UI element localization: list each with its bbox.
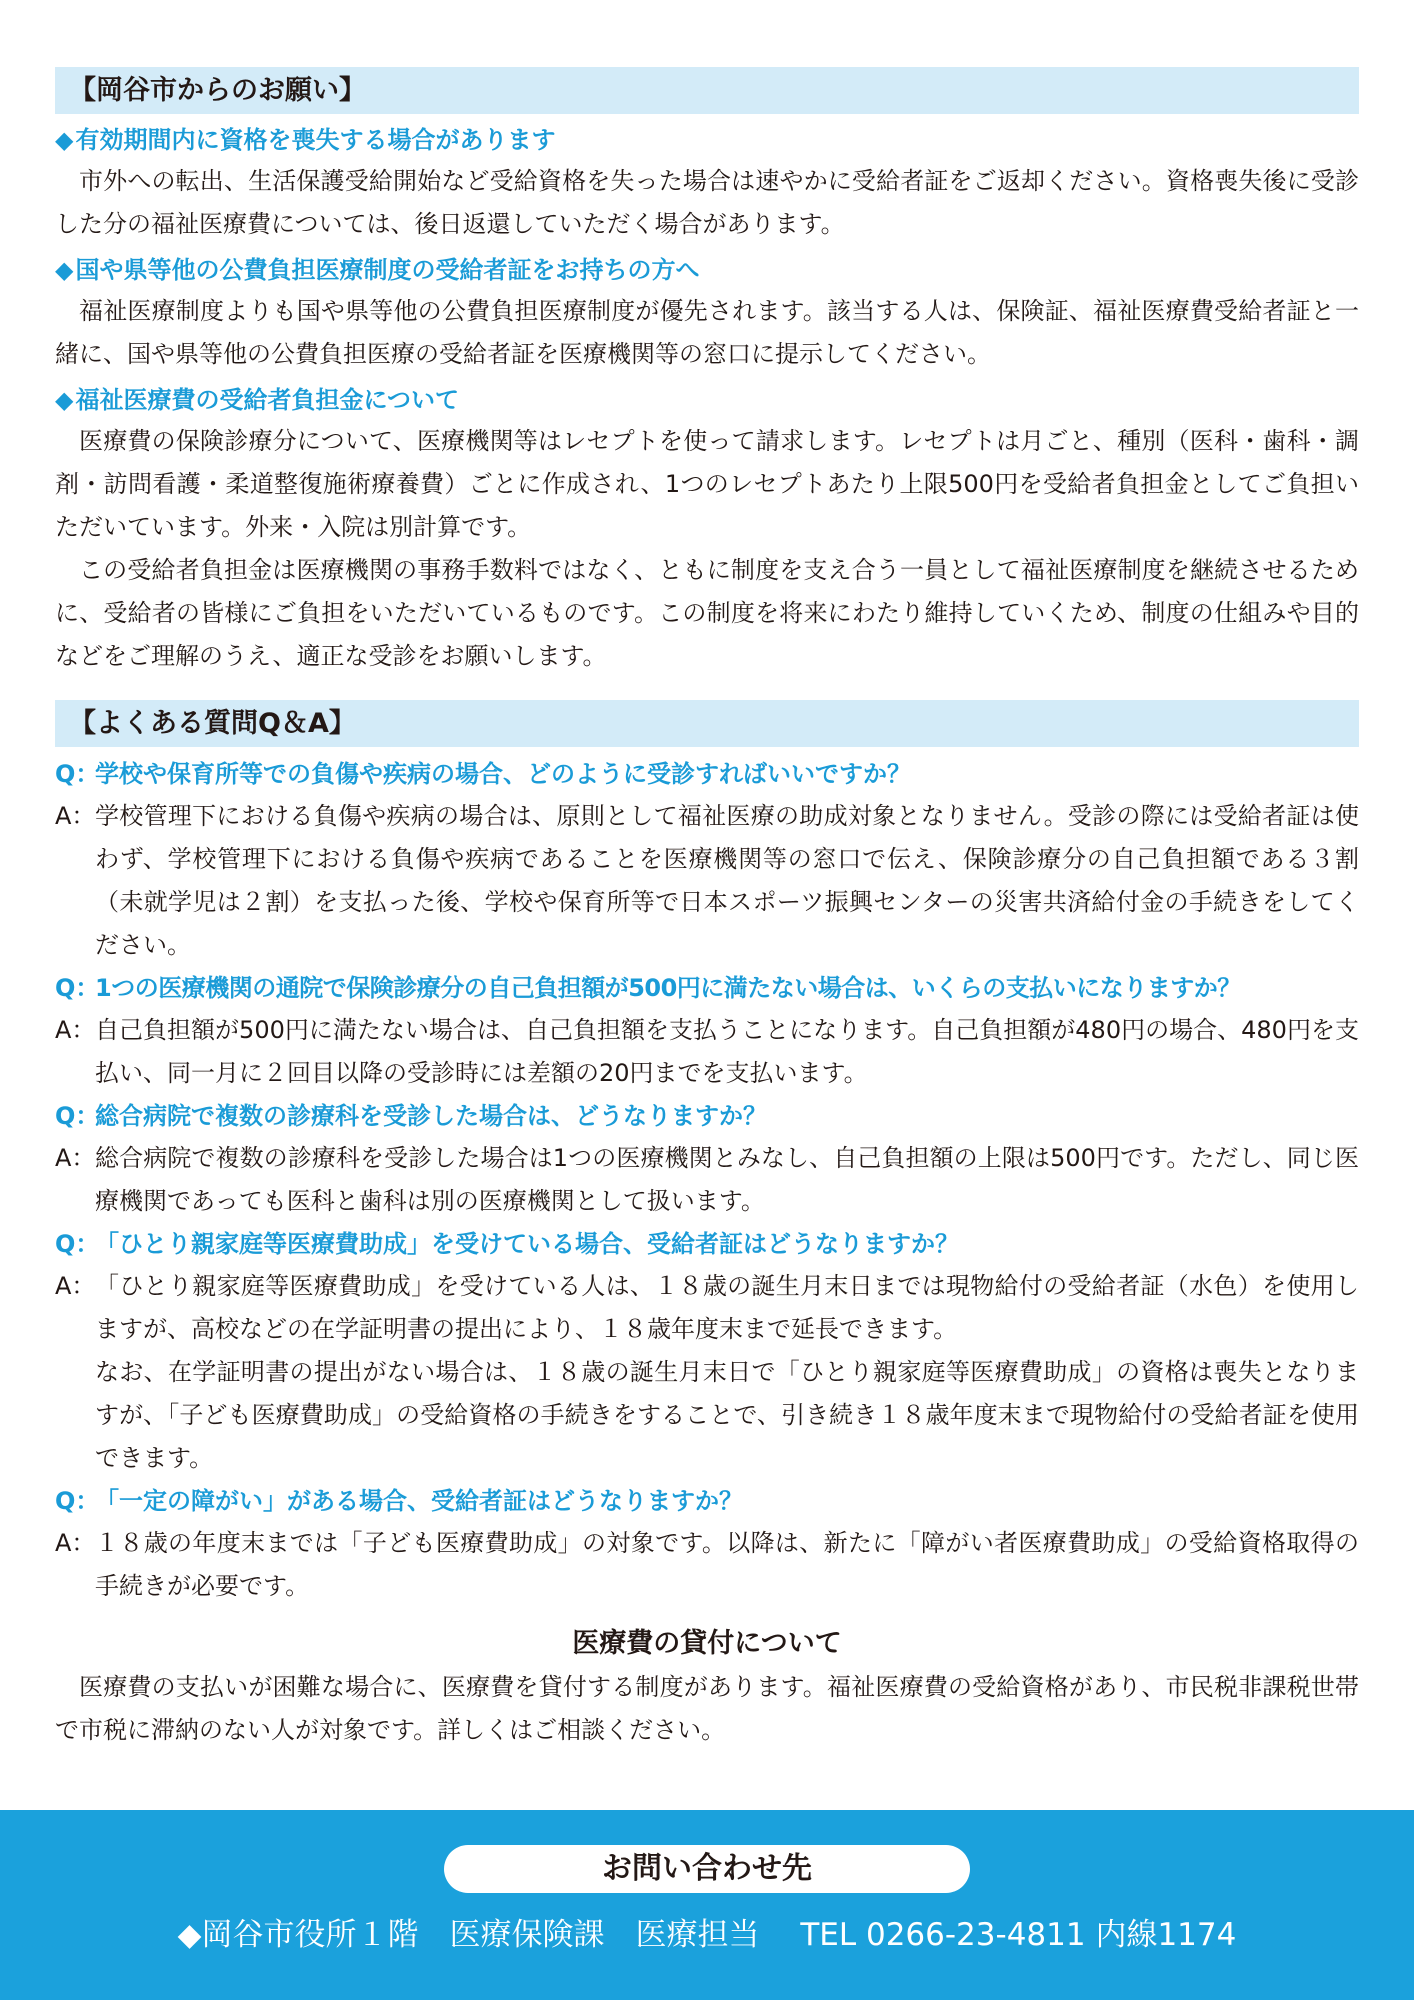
request-section [55, 120, 1359, 678]
contact-title: お問い合わせ先 [444, 1845, 970, 1893]
faq-answer: A： 自己負担額が500円に満たない場合は、自己負担額を支払うことになります。自己負担額が480円の場合、480円を支払い、同一月に２回目以降の受診時には差額の20円までを支払います。 [55, 1016, 1359, 1087]
diamond-icon: ◆ [55, 386, 74, 414]
faq-answer: A： １８歳の年度末までは「子ども医療費助成」の対象です。以降は、新たに「障がい者医療費助成」の受給資格取得の手続きが必要です。 [55, 1529, 1359, 1600]
faq-question: Q： 学校や保育所等での負傷や疾病の場合、どのように受診すればいいですか？ [55, 760, 911, 788]
loan-title: 医療費の貸付について [572, 1628, 842, 1659]
faq-question: Q： 「一定の障がい」がある場合、受給者証はどうなりますか？ [55, 1487, 743, 1515]
contact-info: ◆岡谷市役所１階 医療保険課 医療担当 TEL 0266-23-4811 内線1174 [177, 1917, 1237, 1953]
request-heading-2: ◆国や県等他の公費負担医療制度の受給者証をお持ちの方へ [55, 256, 700, 284]
request-paragraph: 福祉医療制度よりも国や県等他の公費負担医療制度が優先されます。該当する人は、保険証、福祉医療費受給者証と一緒に、国や県等他の公費負担医療の受給者証を医療機関等の窓口に提示してください。 [55, 297, 1359, 368]
faq-section [55, 753, 1359, 1608]
faq-answer: A： 学校管理下における負傷や疾病の場合は、原則として福祉医療の助成対象となりません。受診の際には受給者証は使わず、学校管理下における負傷や疾病であることを医療機関等の窓口で伝え、保険診療分の自己負担額である３割（未就学児は２割）を支払った後、学校や保育所等で日本スポーツ振興センターの災害共済給付金の手続きをしてください。 [55, 802, 1359, 959]
diamond-icon: ◆ [55, 256, 74, 284]
faq-question: Q： 総合病院で複数の診療科を受診した場合は、どうなりますか？ [55, 1102, 767, 1130]
request-section-title: 【岡谷市からのお願い】 [55, 67, 1359, 114]
faq-question: Q： 1つの医療機関の通院で保険診療分の自己負担額が500円に満たない場合は、いくらの支払いになりますか？ [55, 974, 1241, 1002]
faq-answer: A： 「ひとり親家庭等医療費助成」を受けている人は、１８歳の誕生月末日までは現物給付の受給者証（水色）を使用しますが、高校などの在学証明書の提出により、１８歳年度末まで延長できます。 なお、在学証明書の提出がない場合は、１８歳の誕生月末日で「ひとり親家庭等医療費助成」の資格は喪失となりますが、「子ども医療費助成」の受給資格の手続きをすることで、引き続き１８歳年度末まで現物給付の受給者証を使用できます。 [55, 1272, 1359, 1472]
contact-footer [0, 1810, 1414, 2000]
faq-question: Q： 「ひとり親家庭等医療費助成」を受けている場合、受給者証はどうなりますか？ [55, 1230, 959, 1258]
faq-section-title: 【よくある質問Q＆A】 [55, 700, 1359, 747]
request-paragraph: この受給者負担金は医療機関の事務手数料ではなく、ともに制度を支え合う一員として福祉医療制度を継続させるために、受給者の皆様にご負担をいただいているものです。この制度を将来にわたり維持していくため、制度の仕組みや目的などをご理解のうえ、適正な受診をお願いします。 [55, 556, 1359, 670]
request-heading-1: ◆有効期間内に資格を喪失する場合があります [55, 126, 556, 154]
faq-answer: A： 総合病院で複数の診療科を受診した場合は1つの医療機関とみなし、自己負担額の上限は500円です。ただし、同じ医療機関であっても医科と歯科は別の医療機関として扱います。 [55, 1144, 1359, 1215]
main-content [55, 67, 1359, 1752]
request-heading-3: ◆福祉医療費の受給者負担金について [55, 386, 459, 414]
request-paragraph: 市外への転出、生活保護受給開始など受給資格を失った場合は速やかに受給者証をご返却ください。資格喪失後に受診した分の福祉医療費については、後日返還していただく場合があります。 [55, 167, 1359, 238]
request-paragraph: 医療費の保険診療分について、医療機関等はレセプトを使って請求します。レセプトは月ごと、種別（医科・歯科・調剤・訪問看護・柔道整復施術療養費）ごとに作成され、1つのレセプトあたり上限500円を受給者負担金としてご負担いただいています。外来・入院は別計算です。 [55, 427, 1359, 541]
loan-text: 医療費の支払いが困難な場合に、医療費を貸付する制度があります。福祉医療費の受給資格があり、市民税非課税世帯で市税に滞納のない人が対象です。詳しくはご相談ください。 [55, 1673, 1359, 1744]
diamond-icon: ◆ [55, 126, 74, 154]
